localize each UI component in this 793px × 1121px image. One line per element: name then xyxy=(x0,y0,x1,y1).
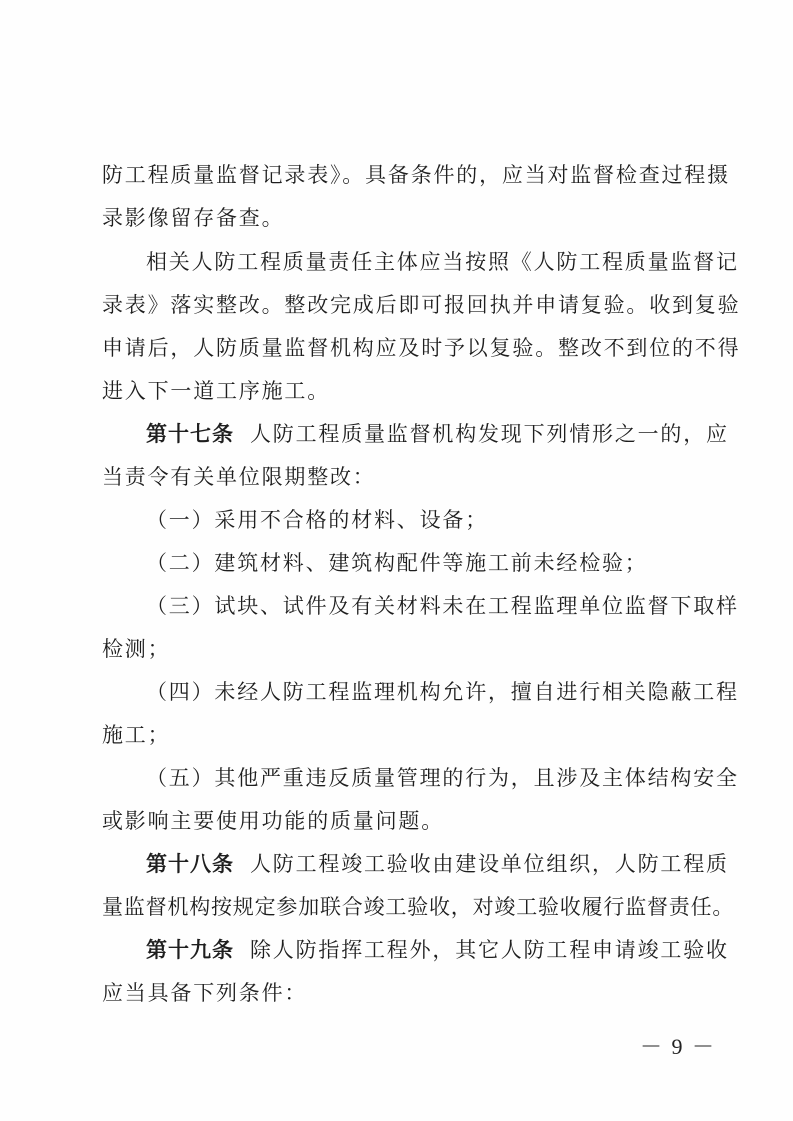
paragraph-line: 量监督机构按规定参加联合竣工验收，对竣工验收履行监督责任。 xyxy=(102,895,735,919)
paragraph-line: 应当具备下列条件： xyxy=(102,981,308,1005)
article-text: 人防工程质量监督机构发现下列情形之一的，应 xyxy=(250,422,729,446)
article-18-line-1 xyxy=(146,849,729,879)
paragraph-line: 进入下一道工序施工。 xyxy=(102,379,330,403)
article-text: 人防工程竣工验收由建设单位组织，人防工程质 xyxy=(250,852,729,876)
list-item: （四）未经人防工程监理机构允许，擅自进行相关隐蔽工程 xyxy=(146,680,739,704)
paragraph-line: 防工程质量监督记录表》。具备条件的，应当对监督检查过程摄 xyxy=(102,163,730,187)
article-heading: 第十八条 xyxy=(146,852,234,876)
list-item: （一）采用不合格的材料、设备； xyxy=(146,508,488,532)
paragraph-line: 录影像留存备查。 xyxy=(102,206,285,230)
paragraph-line: 申请后，人防质量监督机构应及时予以复验。整改不到位的不得 xyxy=(102,336,741,360)
article-17-line-1 xyxy=(146,419,729,449)
list-item-continuation: 施工； xyxy=(102,723,171,747)
list-item: （五）其他严重违反质量管理的行为，且涉及主体结构安全 xyxy=(146,766,739,790)
list-item: （三）试块、试件及有关材料未在工程监理单位监督下取样 xyxy=(146,594,739,618)
article-heading: 第十九条 xyxy=(146,938,234,962)
list-item-continuation: 检测； xyxy=(102,637,171,661)
list-item-continuation: 或影响主要使用功能的质量问题。 xyxy=(102,809,444,833)
paragraph-line: 相关人防工程质量责任主体应当按照《人防工程质量监督记 xyxy=(146,250,739,274)
page-number: － 9 － xyxy=(640,1034,717,1059)
paragraph-line: 录表》落实整改。整改完成后即可报回执并申请复验。收到复验 xyxy=(102,293,741,317)
list-item: （二）建筑材料、建筑构配件等施工前未经检验； xyxy=(146,551,648,575)
article-heading: 第十七条 xyxy=(146,422,234,446)
article-19-line-1 xyxy=(146,935,729,965)
article-text: 除人防指挥工程外，其它人防工程申请竣工验收 xyxy=(250,938,729,962)
paragraph-line: 当责令有关单位限期整改： xyxy=(102,465,376,489)
